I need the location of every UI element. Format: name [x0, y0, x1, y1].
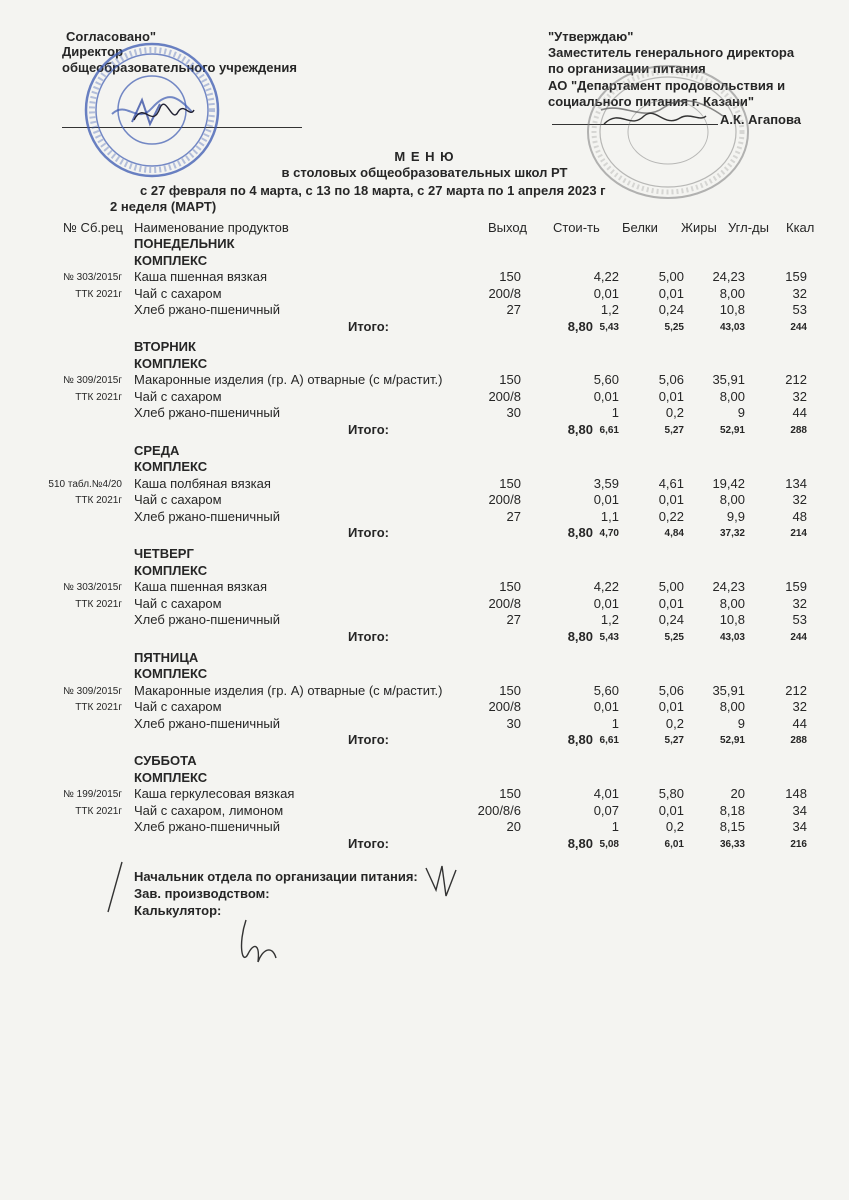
- dish-fat: 0,01: [658, 802, 684, 818]
- col-yield-header: Выход: [488, 220, 527, 235]
- dish-carbs: 8,00: [719, 699, 745, 715]
- dish-carbs: 8,00: [719, 595, 745, 611]
- approval-left-line3: общеобразовательного учреждения: [62, 60, 297, 75]
- dish-yield: 200/8: [488, 388, 521, 404]
- menu-item-row: [0, 405, 849, 421]
- dish-yield: 200/8: [488, 285, 521, 301]
- complex-heading: КОМПЛЕКС: [134, 562, 208, 578]
- left-signature: [128, 90, 198, 135]
- dish-name: Чай с сахаром: [134, 388, 222, 404]
- recipe-code: ТТК 2021г: [75, 288, 122, 300]
- day-heading: ПЯТНИЦА: [134, 649, 199, 665]
- dish-fat: 0,2: [665, 819, 684, 834]
- complex-heading: КОМПЛЕКС: [134, 252, 208, 268]
- total-carbs: 52,91: [719, 424, 745, 436]
- dish-name: Хлеб ржано-пшеничный: [134, 819, 280, 834]
- total-kcal: 288: [790, 424, 807, 436]
- dish-protein: 1: [611, 405, 619, 421]
- total-row: [0, 525, 849, 541]
- dish-protein: 1: [611, 819, 619, 834]
- footer-head-of-department: Начальник отдела по организации питания:: [134, 869, 418, 884]
- total-label: Итого:: [348, 318, 389, 334]
- dish-kcal: 32: [792, 388, 807, 404]
- total-fat: 5,25: [664, 631, 684, 643]
- recipe-code: 510 табл.№4/20: [48, 478, 122, 490]
- total-fat: 5,27: [664, 424, 684, 436]
- dish-protein: 0,01: [593, 492, 619, 508]
- col-name-header: Наименование продуктов: [134, 220, 289, 235]
- dish-carbs: 24,23: [712, 269, 745, 284]
- menu-item-row: [0, 612, 849, 628]
- dish-protein: 1,2: [600, 302, 619, 317]
- menu-item-row: [0, 476, 849, 492]
- dish-kcal: 32: [792, 492, 807, 508]
- col-fat-header: Жиры: [681, 220, 717, 235]
- total-fat: 4,84: [664, 528, 684, 540]
- dish-fat: 0,2: [665, 715, 684, 731]
- day-heading: СУББОТА: [134, 753, 197, 768]
- recipe-code: ТТК 2021г: [75, 391, 122, 403]
- footer-production-manager: Зав. производством:: [134, 886, 270, 901]
- menu-period: с 27 февраля по 4 марта, с 13 по 18 марта, с 27 марта по 1 апреля 2023 г: [140, 183, 606, 198]
- dish-fat: 0,01: [658, 492, 684, 508]
- total-protein: 5,43: [599, 321, 619, 333]
- dish-protein: 1,1: [600, 508, 619, 524]
- menu-item-row: [0, 372, 849, 388]
- recipe-code: № 309/2015г: [63, 685, 122, 697]
- col-cost-header: Стои-ть: [553, 220, 600, 235]
- dish-carbs: 9: [737, 715, 745, 731]
- approval-right-signer: А.К. Агапова: [720, 112, 802, 127]
- dish-protein: 1,2: [600, 612, 619, 628]
- dish-yield: 150: [499, 682, 521, 698]
- dish-yield: 150: [499, 786, 521, 801]
- total-price: 8,80: [567, 421, 593, 437]
- dish-carbs: 9: [737, 405, 745, 421]
- total-protein: 5,08: [599, 838, 619, 850]
- day-heading: ЧЕТВЕРГ: [134, 546, 194, 562]
- dish-protein: 1: [611, 715, 619, 731]
- dish-kcal: 212: [785, 682, 807, 698]
- footer-signature-2: [232, 914, 282, 974]
- approval-right-line3: по организации питания: [548, 61, 706, 76]
- menu-item-row: [0, 819, 849, 835]
- col-recipe-header: № Сб.рец: [63, 220, 123, 235]
- total-fat: 5,25: [664, 321, 684, 333]
- dish-name: Чай с сахаром: [134, 285, 222, 301]
- dish-carbs: 8,00: [719, 388, 745, 404]
- dish-kcal: 53: [792, 612, 807, 628]
- dish-kcal: 32: [792, 699, 807, 715]
- total-kcal: 244: [790, 631, 807, 643]
- total-protein: 6,61: [599, 735, 619, 747]
- dish-kcal: 159: [785, 579, 807, 595]
- dish-yield: 27: [506, 302, 521, 317]
- recipe-code: ТТК 2021г: [75, 598, 122, 610]
- dish-fat: 5,06: [658, 372, 684, 388]
- dish-yield: 200/8/6: [477, 802, 521, 818]
- dish-yield: 200/8: [488, 492, 521, 508]
- dish-carbs: 35,91: [712, 682, 745, 698]
- recipe-code: ТТК 2021г: [75, 805, 122, 817]
- menu-week: 2 неделя (МАРТ): [110, 199, 217, 214]
- dish-kcal: 48: [792, 508, 807, 524]
- dish-yield: 150: [499, 475, 521, 491]
- total-price: 8,80: [567, 318, 593, 334]
- col-carbs-header: Угл-ды: [728, 220, 769, 235]
- dish-yield: 150: [499, 579, 521, 595]
- dish-protein: 4,22: [593, 269, 619, 284]
- dish-carbs: 24,23: [712, 579, 745, 595]
- dish-fat: 0,01: [658, 388, 684, 404]
- menu-subtitle: в столовых общеобразовательных школ РТ: [281, 165, 568, 180]
- total-protein: 5,43: [599, 631, 619, 643]
- recipe-code: № 303/2015г: [63, 582, 122, 594]
- dish-kcal: 159: [785, 269, 807, 284]
- menu-item-row: [0, 286, 849, 302]
- menu-item-row: [0, 269, 849, 285]
- dish-yield: 27: [506, 612, 521, 628]
- day-heading: ВТОРНИК: [134, 339, 196, 355]
- dish-name: Макаронные изделия (гр. А) отварные (с м/растит.): [134, 372, 443, 388]
- dish-name: Хлеб ржано-пшеничный: [134, 405, 280, 421]
- approval-right-line1: "Утверждаю": [548, 29, 634, 44]
- dish-fat: 5,00: [658, 579, 684, 595]
- approval-right-line4: АО "Департамент продовольствия и: [548, 78, 786, 93]
- dish-carbs: 19,42: [712, 475, 745, 491]
- menu-item-row: [0, 509, 849, 525]
- dish-carbs: 9,9: [726, 508, 745, 524]
- dish-kcal: 44: [792, 715, 807, 731]
- dish-fat: 5,80: [658, 786, 684, 801]
- col-kcal-header: Ккал: [786, 220, 815, 235]
- dish-kcal: 212: [785, 372, 807, 388]
- dish-yield: 150: [499, 372, 521, 388]
- dish-fat: 0,01: [658, 699, 684, 715]
- dish-name: Каша полбяная вязкая: [134, 475, 271, 491]
- dish-name: Чай с сахаром: [134, 595, 222, 611]
- total-label: Итого:: [348, 421, 389, 437]
- dish-yield: 200/8: [488, 699, 521, 715]
- total-carbs: 37,32: [719, 528, 745, 540]
- recipe-code: № 303/2015г: [63, 272, 122, 283]
- col-protein-header: Белки: [622, 220, 658, 235]
- dish-fat: 5,06: [658, 682, 684, 698]
- total-label: Итого:: [348, 525, 389, 541]
- approval-right-line2: Заместитель генерального директора: [548, 45, 795, 60]
- dish-carbs: 8,00: [719, 492, 745, 508]
- total-row: [0, 319, 849, 335]
- approval-left-line2: Директор: [62, 44, 124, 59]
- dish-yield: 30: [506, 405, 521, 421]
- total-row: [0, 629, 849, 645]
- footer-margin-mark: [100, 858, 130, 918]
- complex-heading: КОМПЛЕКС: [134, 769, 208, 785]
- total-price: 8,80: [567, 525, 593, 541]
- total-carbs: 43,03: [719, 631, 745, 643]
- dish-fat: 0,24: [658, 612, 684, 628]
- right-signature: [600, 104, 710, 134]
- menu-item-row: [0, 699, 849, 715]
- total-price: 8,80: [567, 732, 593, 748]
- dish-name: Каша пшенная вязкая: [134, 269, 268, 284]
- menu-item-row: [0, 716, 849, 732]
- approval-left-line1: Согласовано": [66, 29, 157, 44]
- dish-name: Макаронные изделия (гр. А) отварные (с м/растит.): [134, 682, 443, 698]
- menu-item-row: [0, 596, 849, 612]
- dish-name: Чай с сахаром: [134, 699, 222, 715]
- day-heading: ПОНЕДЕЛЬНИК: [134, 236, 235, 251]
- total-price: 8,80: [567, 628, 593, 644]
- total-row: [0, 836, 849, 852]
- total-kcal: 214: [790, 528, 807, 540]
- dish-carbs: 10,8: [719, 302, 745, 317]
- dish-kcal: 53: [792, 302, 807, 317]
- recipe-code: ТТК 2021г: [75, 495, 122, 507]
- dish-kcal: 32: [792, 595, 807, 611]
- dish-name: Хлеб ржано-пшеничный: [134, 612, 280, 628]
- dish-fat: 0,01: [658, 595, 684, 611]
- total-kcal: 288: [790, 735, 807, 747]
- total-row: [0, 422, 849, 438]
- total-kcal: 244: [790, 321, 807, 333]
- dish-fat: 4,61: [658, 475, 684, 491]
- dish-fat: 0,2: [665, 405, 684, 421]
- dish-carbs: 20: [730, 786, 745, 801]
- complex-heading: КОМПЛЕКС: [134, 666, 208, 682]
- dish-carbs: 10,8: [719, 612, 745, 628]
- dish-fat: 0,24: [658, 302, 684, 317]
- menu-item-row: [0, 683, 849, 699]
- dish-protein: 4,01: [593, 786, 619, 801]
- dish-protein: 0,07: [593, 802, 619, 818]
- recipe-code: № 199/2015г: [63, 789, 122, 800]
- dish-kcal: 34: [792, 802, 807, 818]
- complex-heading: КОМПЛЕКС: [134, 355, 208, 371]
- dish-protein: 3,59: [593, 475, 619, 491]
- dish-name: Каша пшенная вязкая: [134, 579, 268, 595]
- dish-carbs: 8,18: [719, 802, 745, 818]
- dish-fat: 5,00: [658, 269, 684, 284]
- total-carbs: 43,03: [719, 321, 745, 333]
- menu-item-row: [0, 803, 849, 819]
- dish-yield: 27: [506, 508, 521, 524]
- total-label: Итого:: [348, 732, 389, 748]
- dish-kcal: 32: [792, 285, 807, 301]
- dish-name: Чай с сахаром, лимоном: [134, 802, 284, 818]
- day-heading: СРЕДА: [134, 442, 180, 458]
- dish-name: Каша геркулесовая вязкая: [134, 786, 295, 801]
- dish-kcal: 134: [785, 475, 807, 491]
- dish-name: Хлеб ржано-пшеничный: [134, 508, 280, 524]
- dish-protein: 0,01: [593, 388, 619, 404]
- dish-yield: 20: [506, 819, 521, 834]
- dish-fat: 0,01: [658, 285, 684, 301]
- recipe-code: № 309/2015г: [63, 375, 122, 387]
- total-fat: 5,27: [664, 735, 684, 747]
- menu-item-row: [0, 302, 849, 318]
- approval-right-line5: социального питания г. Казани": [548, 94, 755, 109]
- total-row: [0, 732, 849, 748]
- menu-title: М Е Н Ю: [394, 149, 455, 164]
- footer-calculator: Калькулятор:: [134, 903, 222, 918]
- menu-item-row: [0, 579, 849, 595]
- complex-heading: КОМПЛЕКС: [134, 459, 208, 475]
- dish-kcal: 148: [785, 786, 807, 801]
- dish-yield: 200/8: [488, 595, 521, 611]
- total-price: 8,80: [567, 835, 593, 851]
- dish-protein: 0,01: [593, 285, 619, 301]
- dish-carbs: 8,15: [719, 819, 745, 834]
- total-protein: 6,61: [599, 424, 619, 436]
- dish-carbs: 35,91: [712, 372, 745, 388]
- dish-fat: 0,22: [658, 508, 684, 524]
- total-kcal: 216: [790, 838, 807, 850]
- dish-protein: 0,01: [593, 595, 619, 611]
- dish-yield: 30: [506, 715, 521, 731]
- dish-name: Хлеб ржано-пшеничный: [134, 715, 280, 731]
- dish-protein: 5,60: [593, 372, 619, 388]
- dish-carbs: 8,00: [719, 285, 745, 301]
- dish-name: Чай с сахаром: [134, 492, 222, 508]
- total-fat: 6,01: [664, 838, 684, 850]
- recipe-code: ТТК 2021г: [75, 702, 122, 714]
- dish-protein: 4,22: [593, 579, 619, 595]
- menu-item-row: [0, 786, 849, 802]
- dish-protein: 0,01: [593, 699, 619, 715]
- dish-kcal: 34: [792, 819, 807, 834]
- menu-item-row: [0, 492, 849, 508]
- dish-yield: 150: [499, 269, 521, 284]
- dish-name: Хлеб ржано-пшеничный: [134, 302, 280, 317]
- total-label: Итого:: [348, 628, 389, 644]
- menu-item-row: [0, 389, 849, 405]
- footer-signature-1: [422, 860, 462, 900]
- dish-kcal: 44: [792, 405, 807, 421]
- total-label: Итого:: [348, 835, 389, 851]
- total-carbs: 52,91: [719, 735, 745, 747]
- dish-protein: 5,60: [593, 682, 619, 698]
- total-protein: 4,70: [599, 528, 619, 540]
- total-carbs: 36,33: [719, 838, 745, 850]
